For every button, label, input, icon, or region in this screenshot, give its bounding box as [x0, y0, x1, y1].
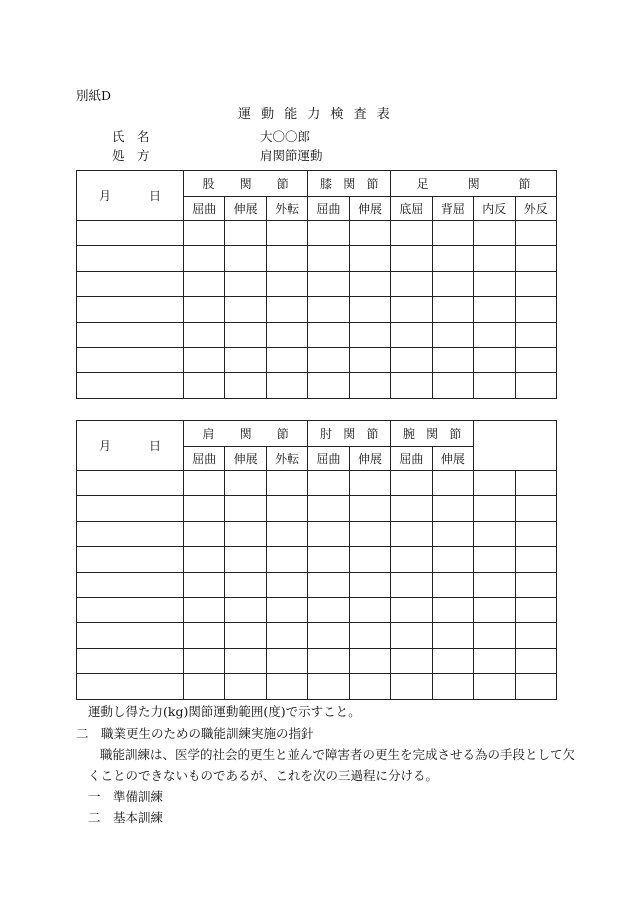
- name-value: 大〇〇郎: [260, 129, 311, 144]
- data-cell[interactable]: [474, 471, 515, 496]
- table-row: [77, 623, 557, 648]
- data-cell[interactable]: [515, 471, 557, 496]
- motion-header: 伸展: [349, 447, 390, 471]
- table-row: [77, 322, 557, 347]
- motion-header: 外転: [266, 197, 307, 221]
- data-cell[interactable]: [308, 572, 349, 597]
- data-cell[interactable]: [474, 496, 515, 521]
- data-cell[interactable]: [225, 271, 266, 296]
- motion-header: 屈曲: [308, 447, 349, 471]
- data-cell[interactable]: [391, 572, 432, 597]
- motion-header: 内反: [474, 197, 515, 221]
- data-cell[interactable]: [308, 271, 349, 296]
- data-cell[interactable]: [391, 271, 432, 296]
- data-cell[interactable]: [266, 623, 307, 648]
- data-cell[interactable]: [77, 347, 184, 372]
- data-cell[interactable]: [474, 373, 515, 398]
- data-cell[interactable]: [349, 496, 390, 521]
- data-cell[interactable]: [266, 521, 307, 546]
- header-char: 関: [343, 177, 356, 191]
- header-char: 節: [366, 427, 379, 441]
- header-char: 関: [343, 427, 356, 441]
- data-cell[interactable]: [349, 572, 390, 597]
- date-header: [77, 171, 184, 221]
- data-cell[interactable]: [184, 221, 225, 246]
- data-cell[interactable]: [225, 297, 266, 322]
- data-cell[interactable]: [77, 221, 184, 246]
- data-cell[interactable]: [515, 623, 557, 648]
- data-cell[interactable]: [77, 648, 184, 673]
- motion-header: 外転: [266, 447, 307, 471]
- data-cell[interactable]: [266, 322, 307, 347]
- data-cell[interactable]: [391, 347, 432, 372]
- table-row: [77, 347, 557, 372]
- header-char: 節: [276, 177, 289, 191]
- data-cell[interactable]: [515, 572, 557, 597]
- motion-header: 伸展: [225, 197, 266, 221]
- data-cell[interactable]: [391, 521, 432, 546]
- data-cell[interactable]: [515, 347, 557, 372]
- data-cell[interactable]: [474, 674, 515, 699]
- day-label: 日: [148, 439, 161, 453]
- data-cell[interactable]: [77, 471, 184, 496]
- data-cell[interactable]: [308, 521, 349, 546]
- data-cell[interactable]: [266, 271, 307, 296]
- data-cell[interactable]: [77, 597, 184, 622]
- data-cell[interactable]: [432, 347, 473, 372]
- data-cell[interactable]: [308, 347, 349, 372]
- data-cell[interactable]: [515, 547, 557, 572]
- data-cell[interactable]: [184, 674, 225, 699]
- data-cell[interactable]: [184, 597, 225, 622]
- data-cell[interactable]: [77, 271, 184, 296]
- blank-header: [474, 421, 557, 471]
- data-cell[interactable]: [391, 246, 432, 271]
- header-char: 節: [518, 177, 531, 191]
- header-char: 関: [467, 177, 480, 191]
- data-cell[interactable]: [266, 347, 307, 372]
- header-char: 関: [239, 177, 252, 191]
- table-row: [77, 648, 557, 673]
- data-cell[interactable]: [349, 623, 390, 648]
- data-cell[interactable]: [184, 521, 225, 546]
- data-cell[interactable]: [308, 297, 349, 322]
- motion-header: 伸展: [225, 447, 266, 471]
- data-cell[interactable]: [225, 674, 266, 699]
- data-cell[interactable]: [515, 271, 557, 296]
- note-text: 運動し得た力(kg)関節運動範囲(度)で示すこと。: [88, 704, 361, 719]
- data-cell[interactable]: [308, 547, 349, 572]
- motion-header: 屈曲: [391, 447, 432, 471]
- data-cell[interactable]: [391, 496, 432, 521]
- list-item: 一 準備訓練: [88, 789, 164, 804]
- data-cell[interactable]: [515, 674, 557, 699]
- data-cell[interactable]: [432, 496, 473, 521]
- prescription-label: 処 方: [112, 148, 150, 163]
- data-cell[interactable]: [184, 322, 225, 347]
- page-title: 運 動 能 力 検 査 表: [238, 107, 390, 122]
- data-cell[interactable]: [77, 674, 184, 699]
- header-char: 足: [416, 177, 429, 191]
- data-cell[interactable]: [474, 246, 515, 271]
- data-cell[interactable]: [77, 373, 184, 398]
- data-cell[interactable]: [266, 597, 307, 622]
- data-cell[interactable]: [349, 521, 390, 546]
- data-cell[interactable]: [349, 648, 390, 673]
- data-cell[interactable]: [391, 322, 432, 347]
- joint-group-header: [308, 171, 391, 197]
- month-label: 月: [99, 189, 112, 203]
- date-header: [77, 421, 184, 471]
- data-cell[interactable]: [184, 347, 225, 372]
- data-cell[interactable]: [349, 471, 390, 496]
- joint-group-header: [391, 171, 557, 197]
- data-cell[interactable]: [432, 373, 473, 398]
- data-cell[interactable]: [266, 297, 307, 322]
- joint-group-header: [184, 421, 308, 447]
- table-row: [77, 297, 557, 322]
- header-char: 膝: [319, 177, 332, 191]
- name-label: 氏 名: [112, 129, 150, 144]
- data-cell[interactable]: [515, 322, 557, 347]
- motion-header: 外反: [515, 197, 557, 221]
- data-cell[interactable]: [391, 547, 432, 572]
- motion-header: 背屈: [432, 197, 473, 221]
- data-cell[interactable]: [225, 221, 266, 246]
- table-row: [77, 572, 557, 597]
- motion-header: 伸展: [349, 197, 390, 221]
- data-cell[interactable]: [515, 246, 557, 271]
- data-cell[interactable]: [349, 271, 390, 296]
- header-char: 節: [449, 427, 462, 441]
- data-cell[interactable]: [308, 623, 349, 648]
- data-cell[interactable]: [266, 648, 307, 673]
- data-cell[interactable]: [432, 674, 473, 699]
- data-cell[interactable]: [391, 297, 432, 322]
- header-char: 腕: [402, 427, 415, 441]
- data-cell[interactable]: [77, 623, 184, 648]
- month-label: 月: [99, 439, 112, 453]
- data-cell[interactable]: [432, 471, 473, 496]
- data-cell[interactable]: [77, 547, 184, 572]
- data-cell[interactable]: [349, 221, 390, 246]
- data-cell[interactable]: [515, 221, 557, 246]
- motion-header: 屈曲: [308, 197, 349, 221]
- data-cell[interactable]: [184, 572, 225, 597]
- data-cell[interactable]: [474, 271, 515, 296]
- data-cell[interactable]: [391, 597, 432, 622]
- data-cell[interactable]: [474, 648, 515, 673]
- data-cell[interactable]: [308, 496, 349, 521]
- data-cell[interactable]: [474, 347, 515, 372]
- data-cell[interactable]: [266, 373, 307, 398]
- data-cell[interactable]: [225, 347, 266, 372]
- data-cell[interactable]: [225, 521, 266, 546]
- header-char: 肩: [202, 427, 215, 441]
- exam-table-lower-limb: [76, 170, 557, 399]
- motion-header: 伸展: [432, 447, 473, 471]
- data-cell[interactable]: [184, 246, 225, 271]
- data-cell[interactable]: [184, 547, 225, 572]
- data-cell[interactable]: [225, 648, 266, 673]
- data-cell[interactable]: [432, 572, 473, 597]
- data-cell[interactable]: [391, 623, 432, 648]
- data-cell[interactable]: [349, 297, 390, 322]
- data-cell[interactable]: [391, 648, 432, 673]
- paragraph-line-1: 職能訓練は、医学的社会的更生と並んで障害者の更生を完成させる為の手段として欠: [100, 747, 576, 762]
- joint-group-header: [391, 421, 474, 447]
- table-row: [77, 373, 557, 398]
- table-row: [77, 471, 557, 496]
- data-cell[interactable]: [308, 246, 349, 271]
- data-cell[interactable]: [225, 597, 266, 622]
- data-cell[interactable]: [474, 623, 515, 648]
- data-cell[interactable]: [432, 623, 473, 648]
- header-char: 関: [426, 427, 439, 441]
- data-cell[interactable]: [225, 496, 266, 521]
- data-cell[interactable]: [432, 221, 473, 246]
- data-cell[interactable]: [432, 521, 473, 546]
- data-cell[interactable]: [474, 322, 515, 347]
- data-cell[interactable]: [474, 521, 515, 546]
- data-cell[interactable]: [77, 521, 184, 546]
- data-cell[interactable]: [266, 221, 307, 246]
- table-row: [77, 221, 557, 246]
- data-cell[interactable]: [432, 597, 473, 622]
- data-cell[interactable]: [308, 597, 349, 622]
- table-row: [77, 496, 557, 521]
- table-row: [77, 246, 557, 271]
- header-char: 股: [202, 177, 215, 191]
- data-cell[interactable]: [225, 547, 266, 572]
- data-cell[interactable]: [225, 471, 266, 496]
- data-cell[interactable]: [432, 297, 473, 322]
- data-cell[interactable]: [349, 246, 390, 271]
- data-cell[interactable]: [308, 648, 349, 673]
- data-cell[interactable]: [184, 271, 225, 296]
- data-cell[interactable]: [77, 246, 184, 271]
- data-cell[interactable]: [266, 496, 307, 521]
- exam-table-upper-limb: [76, 420, 557, 700]
- data-cell[interactable]: [474, 297, 515, 322]
- data-cell[interactable]: [474, 597, 515, 622]
- joint-group-header: [184, 171, 308, 197]
- motion-header: 屈曲: [184, 197, 225, 221]
- data-cell[interactable]: [515, 496, 557, 521]
- data-cell[interactable]: [349, 547, 390, 572]
- data-cell[interactable]: [184, 496, 225, 521]
- data-cell[interactable]: [184, 297, 225, 322]
- data-cell[interactable]: [77, 297, 184, 322]
- list-item: 二 基本訓練: [88, 810, 164, 825]
- data-cell[interactable]: [77, 572, 184, 597]
- day-label: 日: [148, 189, 161, 203]
- data-cell[interactable]: [515, 297, 557, 322]
- table-row: [77, 597, 557, 622]
- data-cell[interactable]: [184, 373, 225, 398]
- data-cell[interactable]: [308, 674, 349, 699]
- data-cell[interactable]: [474, 572, 515, 597]
- motion-header: 底屈: [391, 197, 432, 221]
- data-cell[interactable]: [77, 322, 184, 347]
- data-cell[interactable]: [349, 597, 390, 622]
- data-cell[interactable]: [266, 246, 307, 271]
- data-cell[interactable]: [515, 521, 557, 546]
- data-cell[interactable]: [308, 471, 349, 496]
- data-cell[interactable]: [77, 496, 184, 521]
- table-row: [77, 521, 557, 546]
- data-cell[interactable]: [225, 572, 266, 597]
- data-cell[interactable]: [225, 322, 266, 347]
- data-cell[interactable]: [515, 597, 557, 622]
- data-cell[interactable]: [515, 648, 557, 673]
- table-row: [77, 271, 557, 296]
- table-row: [77, 547, 557, 572]
- data-cell[interactable]: [349, 347, 390, 372]
- data-cell[interactable]: [474, 547, 515, 572]
- data-cell[interactable]: [391, 674, 432, 699]
- data-cell[interactable]: [266, 572, 307, 597]
- data-cell[interactable]: [184, 471, 225, 496]
- data-cell[interactable]: [391, 373, 432, 398]
- joint-group-header: [308, 421, 391, 447]
- data-cell[interactable]: [308, 373, 349, 398]
- data-cell[interactable]: [391, 221, 432, 246]
- data-cell[interactable]: [184, 648, 225, 673]
- data-cell[interactable]: [349, 373, 390, 398]
- data-cell[interactable]: [225, 373, 266, 398]
- data-cell[interactable]: [184, 623, 225, 648]
- data-cell[interactable]: [349, 674, 390, 699]
- data-cell[interactable]: [432, 648, 473, 673]
- table-row: [77, 674, 557, 699]
- data-cell[interactable]: [266, 674, 307, 699]
- prescription-value: 肩関節運動: [260, 148, 323, 163]
- data-cell[interactable]: [266, 471, 307, 496]
- header-char: 肘: [319, 427, 332, 441]
- data-cell[interactable]: [266, 547, 307, 572]
- data-cell[interactable]: [432, 271, 473, 296]
- motion-header: 屈曲: [184, 447, 225, 471]
- data-cell[interactable]: [308, 221, 349, 246]
- attachment-label: 別紙D: [76, 88, 112, 103]
- data-cell[interactable]: [391, 471, 432, 496]
- data-cell[interactable]: [474, 221, 515, 246]
- header-char: 節: [276, 427, 289, 441]
- data-cell[interactable]: [432, 547, 473, 572]
- data-cell[interactable]: [432, 322, 473, 347]
- section-heading: 二 職業更生のための職能訓練実施の指針: [76, 726, 314, 741]
- data-cell[interactable]: [349, 322, 390, 347]
- header-char: 関: [239, 427, 252, 441]
- data-cell[interactable]: [308, 322, 349, 347]
- data-cell[interactable]: [515, 373, 557, 398]
- data-cell[interactable]: [225, 246, 266, 271]
- data-cell[interactable]: [225, 623, 266, 648]
- data-cell[interactable]: [432, 246, 473, 271]
- paragraph-line-2: くことのできないものであるが、これを次の三過程に分ける。: [88, 768, 439, 783]
- header-char: 節: [366, 177, 379, 191]
